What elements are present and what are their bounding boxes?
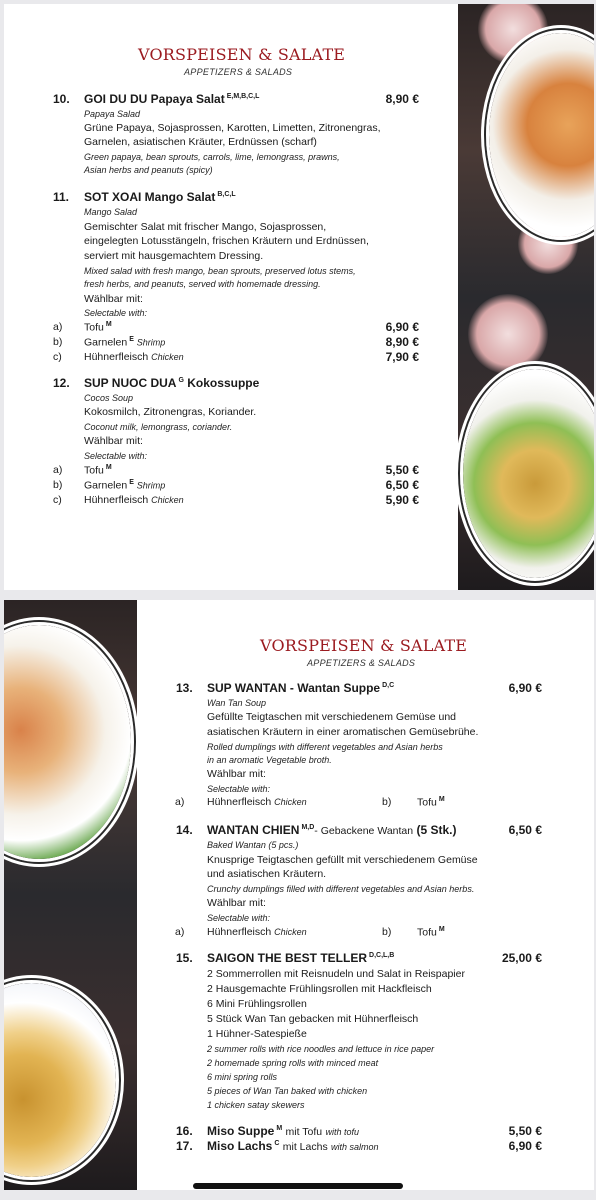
choice-label: Wählbar mit: — [207, 768, 266, 780]
choice-label: Wählbar mit: — [84, 293, 143, 305]
option-text-en: Chicken — [151, 352, 184, 362]
option-label — [84, 336, 165, 349]
allergen-codes: M — [438, 796, 445, 803]
allergen-codes: M — [438, 926, 445, 933]
option-label — [417, 796, 445, 809]
option-label — [207, 796, 307, 808]
item-name — [84, 190, 236, 204]
dumplings-plate-image — [460, 366, 594, 581]
item-name-text: SOT XOAI Mango Salat — [84, 190, 216, 204]
item-desc-de: und asiatischen Kräutern. — [207, 868, 327, 880]
section-title: VORSPEISEN & SALATE — [260, 636, 468, 655]
item-name — [84, 92, 259, 106]
item-price: 6,50 € — [508, 823, 542, 837]
option-text: Hühnerfleisch — [84, 351, 149, 363]
item-subname: Mango Salad — [84, 207, 138, 217]
item-price: 25,00 € — [501, 951, 542, 965]
choice-label-en: Selectable with: — [84, 308, 148, 318]
food-photo-strip — [458, 4, 594, 590]
plate-line-de: 2 Sommerrollen mit Reisnudeln und Salat in Reispapier — [207, 968, 465, 980]
item-subname: Wan Tan Soup — [207, 698, 267, 708]
home-indicator[interactable] — [193, 1183, 403, 1189]
option-label — [84, 494, 184, 506]
menu-page-2 — [4, 600, 594, 1190]
allergen-codes: B,C,L — [217, 191, 236, 198]
item-desc-de: Gemischter Salat mit frischer Mango, Sojasprossen, — [84, 221, 327, 233]
option-price: 8,90 € — [385, 335, 419, 349]
plate-line-de: 2 Hausgemachte Frühlingsrollen mit Hackfleisch — [207, 983, 432, 995]
food-photo-strip — [4, 600, 137, 1190]
item-desc-de: Knusprige Teigtaschen gefüllt mit verschiedenem Gemüse — [207, 854, 478, 866]
item-name — [84, 376, 259, 390]
option-text: Tofu — [417, 926, 437, 939]
item-desc-en: fresh herbs, and peanuts, served with homemade dressing. — [84, 279, 321, 289]
option-letter: c) — [53, 494, 62, 506]
option-text: Tofu — [84, 321, 104, 334]
item-name-text: Miso Lachs — [207, 1139, 273, 1153]
allergen-codes: E — [129, 479, 134, 486]
item-subname: Cocos Soup — [84, 393, 134, 403]
item-desc-de: Gefüllte Teigtaschen mit verschiedenem Gemüse und — [207, 711, 457, 723]
option-letter: a) — [175, 926, 185, 938]
item-number: 10. — [53, 92, 70, 106]
item-subname: Baked Wantan (5 pcs.) — [207, 840, 299, 850]
allergen-codes: M — [105, 321, 112, 328]
item-desc-de: Kokosmilch, Zitronengras, Koriander. — [84, 406, 257, 418]
fried-wantan-image — [4, 980, 119, 1180]
option-text-en: Chicken — [274, 797, 307, 807]
item-desc-de: asiatischen Kräutern in einer aromatischen Gemüsebrühe. — [207, 726, 479, 738]
item-desc-de: mit Tofu — [285, 1126, 323, 1138]
item-desc-en: Coconut milk, lemongrass, coriander. — [84, 422, 233, 432]
item-desc-de: serviert mit hausgemachtem Dressing. — [84, 250, 264, 262]
item-name — [207, 1124, 359, 1138]
section-subtitle: APPETIZERS & SALADS — [184, 67, 293, 77]
option-text-en: Shrimp — [136, 480, 166, 491]
allergen-codes: M,D — [301, 824, 315, 831]
item-desc-en: Crunchy dumplings filled with different vegetables and Asian herbs. — [207, 884, 475, 894]
option-text: Tofu — [84, 464, 104, 477]
plate-line-de: 5 Stück Wan Tan gebacken mit Hühnerfleisch — [207, 1013, 419, 1025]
item-desc-en: Mixed salad with fresh mango, bean sprouts, preserved lotus stems, — [84, 266, 356, 276]
plate-line-en: 5 pieces of Wan Tan baked with chicken — [207, 1086, 368, 1096]
noodle-soup-image — [4, 622, 134, 862]
item-desc-en: with tofu — [325, 1127, 359, 1137]
option-text: Hühnerfleisch — [207, 926, 272, 938]
item-number: 16. — [176, 1124, 193, 1138]
option-letter: b) — [382, 926, 392, 938]
allergen-codes: M — [105, 464, 112, 471]
item-number: 15. — [176, 951, 193, 965]
option-label — [84, 479, 165, 492]
choice-label: Wählbar mit: — [207, 897, 266, 909]
option-price: 6,50 € — [385, 478, 419, 492]
plate-line-de: 1 Hühner-Satespieße — [207, 1028, 307, 1040]
option-letter: b) — [53, 479, 63, 491]
option-text-en: Chicken — [151, 495, 184, 505]
option-text: Hühnerfleisch — [207, 796, 272, 808]
item-price: 5,50 € — [508, 1124, 542, 1138]
option-price: 6,90 € — [385, 320, 419, 334]
option-text: Tofu — [417, 796, 437, 809]
item-name-text: - Gebackene Wantan — [314, 825, 414, 837]
item-desc-de: Garnelen, asiatischen Kräuter, Erdnüssen (scharf) — [84, 136, 317, 148]
section-title: VORSPEISEN & SALATE — [138, 45, 346, 64]
option-text-en: Chicken — [274, 927, 307, 937]
item-desc-en: in an aromatic Vegetable broth. — [207, 755, 332, 765]
option-letter: a) — [175, 796, 185, 808]
option-letter: a) — [53, 321, 63, 333]
option-label — [84, 464, 112, 477]
plate-line-en: 1 chicken satay skewers — [207, 1100, 305, 1110]
item-desc-en: Asian herbs and peanuts (spicy) — [84, 165, 213, 175]
item-price: 6,90 € — [508, 681, 542, 695]
item-desc-de: Grüne Papaya, Sojasprossen, Karotten, Limetten, Zitronengras, — [84, 122, 381, 134]
choice-label: Wählbar mit: — [84, 435, 143, 447]
item-name-text: GOI DU DU Papaya Salat — [84, 92, 225, 106]
item-price: 8,90 € — [385, 92, 419, 106]
section-subtitle: APPETIZERS & SALADS — [307, 658, 416, 668]
option-text-en: Shrimp — [136, 337, 166, 348]
choice-label-en: Selectable with: — [207, 913, 271, 923]
item-number: 14. — [176, 823, 193, 837]
allergen-codes: C — [274, 1140, 280, 1147]
item-name-text: WANTAN CHIEN — [207, 823, 300, 837]
option-label — [417, 926, 445, 939]
allergen-codes: E — [129, 336, 134, 343]
option-price: 5,90 € — [385, 493, 419, 507]
option-text: Hühnerfleisch — [84, 494, 149, 506]
item-desc-en: Rolled dumplings with different vegetables and Asian herbs — [207, 742, 443, 752]
item-desc-de: mit Lachs — [282, 1141, 328, 1153]
item-desc-de: eingelegten Lotusstängeln, frischen Kräutern und Erdnüssen, — [84, 235, 369, 247]
option-text: Garnelen — [84, 479, 128, 492]
option-price: 5,50 € — [385, 463, 419, 477]
item-desc-en: with salmon — [331, 1142, 379, 1152]
allergen-codes: D,C,L,B — [369, 952, 395, 959]
item-name — [207, 681, 394, 695]
item-name-text: SAIGON THE BEST TELLER — [207, 951, 368, 965]
allergen-codes: M — [276, 1125, 283, 1132]
item-name — [207, 823, 456, 837]
item-name — [207, 951, 394, 965]
plate-line-de: 6 Mini Frühlingsrollen — [207, 998, 307, 1010]
item-number: 11. — [53, 190, 70, 204]
item-name-text: Kokossuppe — [187, 376, 260, 390]
allergen-codes: E,M,B,C,L — [226, 93, 260, 100]
option-letter: b) — [382, 796, 392, 808]
item-name-text: (5 Stk.) — [416, 823, 457, 837]
option-text: Garnelen — [84, 336, 128, 349]
item-number: 12. — [53, 376, 70, 390]
item-name-text: SUP NUOC DUA — [84, 376, 177, 390]
option-label — [84, 351, 184, 363]
choice-label-en: Selectable with: — [207, 784, 271, 794]
option-label — [207, 926, 307, 938]
plate-line-en: 2 homemade spring rolls with minced meat — [207, 1058, 379, 1068]
option-label — [84, 321, 112, 334]
choice-label-en: Selectable with: — [84, 451, 148, 461]
option-letter: a) — [53, 464, 63, 476]
item-name — [207, 1139, 379, 1153]
item-desc-en: Green papaya, bean sprouts, carrols, lime, lemongrass, prawns, — [84, 152, 340, 162]
menu-page-1 — [4, 4, 594, 590]
item-number: 17. — [176, 1139, 193, 1153]
option-letter: b) — [53, 336, 63, 348]
plate-line-en: 2 summer rolls with rice noodles and lettuce in rice paper — [207, 1044, 435, 1054]
item-subname: Papaya Salad — [84, 109, 141, 119]
allergen-codes: D,C — [382, 682, 395, 689]
allergen-codes: G — [178, 377, 184, 384]
item-price: 6,90 € — [508, 1139, 542, 1153]
plate-line-en: 6 mini spring rolls — [207, 1072, 278, 1082]
option-letter: c) — [53, 351, 62, 363]
item-name-text: Miso Suppe — [207, 1124, 275, 1138]
item-name-text: SUP WANTAN - Wantan Suppe — [207, 681, 381, 695]
option-price: 7,90 € — [385, 350, 419, 364]
item-number: 13. — [176, 681, 193, 695]
